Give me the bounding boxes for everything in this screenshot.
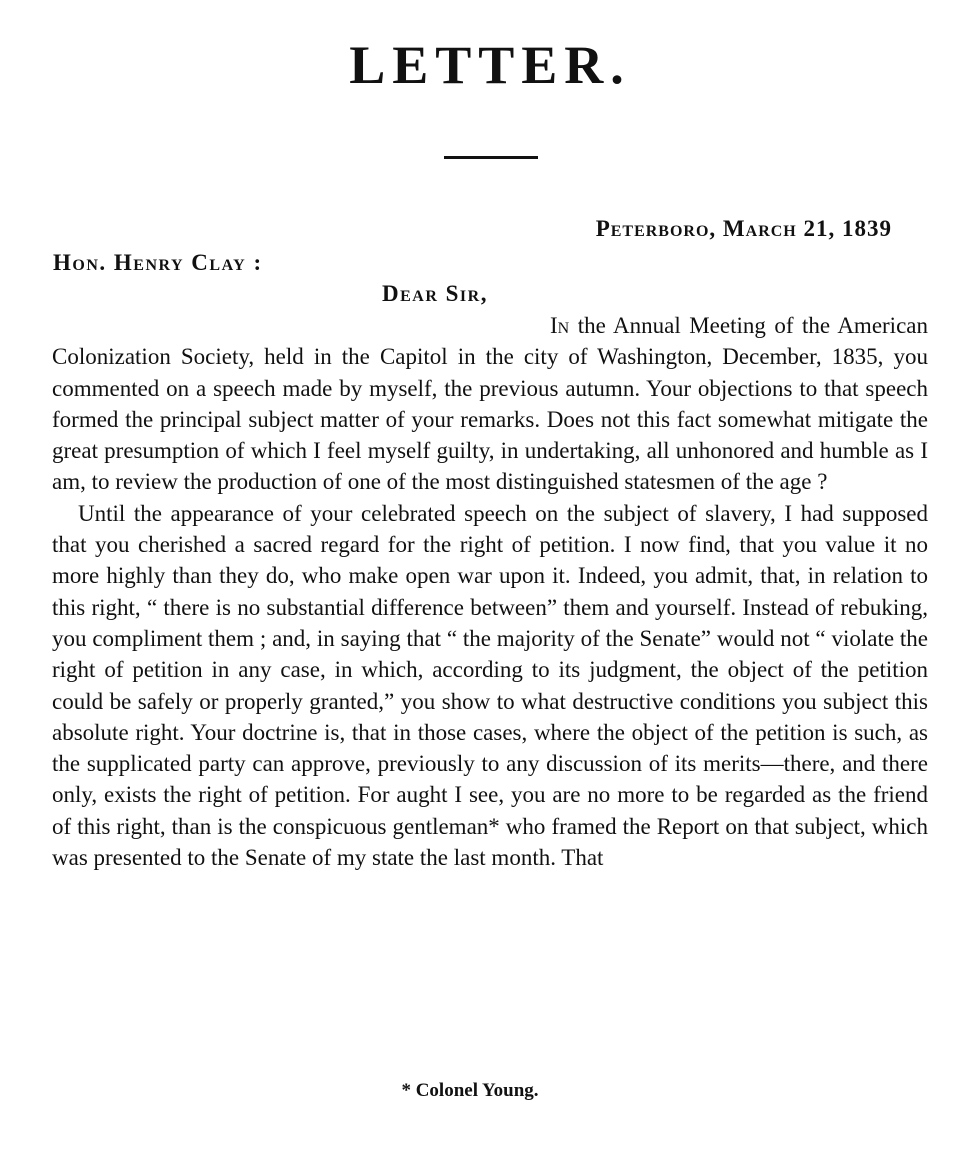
title-rule xyxy=(444,156,538,159)
letter-body xyxy=(52,310,928,873)
paragraph-opening-text: the Annual Meeting of the American Colonization Society, held in the Capitol in the city of Washington, December, 1835, you commented on a speech made by myself, the previous autumn. Your objections to that speech formed the principal subject matter of your remarks. Does not this fact somewhat mitigate the great presumption of which I feel myself guilty, in undertaking, all unhonored and humble as I am, to review the production of one of the most distinguished statesmen of the age ? xyxy=(52,313,928,495)
paragraph-lead-word: In xyxy=(550,313,570,338)
footnote: * Colonel Young. xyxy=(401,1080,539,1101)
paragraph-opening xyxy=(52,310,928,498)
place-date-line: Peterboro, March 21, 1839 xyxy=(595,216,892,241)
addressee-line: Hon. Henry Clay : xyxy=(53,250,263,275)
salutation: Dear Sir, xyxy=(382,281,488,306)
letter-title: LETTER. xyxy=(349,35,631,95)
paragraph-second: Until the appearance of your celebrated speech on the subject of slavery, I had supposed that you cherished a sacred regard for the right of petition. I now find, that you value it no more highly than they do, who make open war upon it. Indeed, you admit, that, in relation to this right, “ there is no substantial difference between” them and yourself. Instead of rebuking, you compliment them ; and, in saying that “ the majority of the Senate” would not “ violate the right of petition in any case, in which, according to its judgment, the object of the petition could be safely or properly granted,” you show to what destructive conditions you subject this absolute right. Your doctrine is, that in those cases, where the object of the petition is such, as the supplicated party can approve, previously to any discussion of its merits—there, and there only, exists the right of petition. For aught I see, you are no more to be regarded as the friend of this right, than is the conspicuous gentleman* who framed the Report on that subject, which was presented to the Senate of my state the last month. That xyxy=(52,500,928,871)
